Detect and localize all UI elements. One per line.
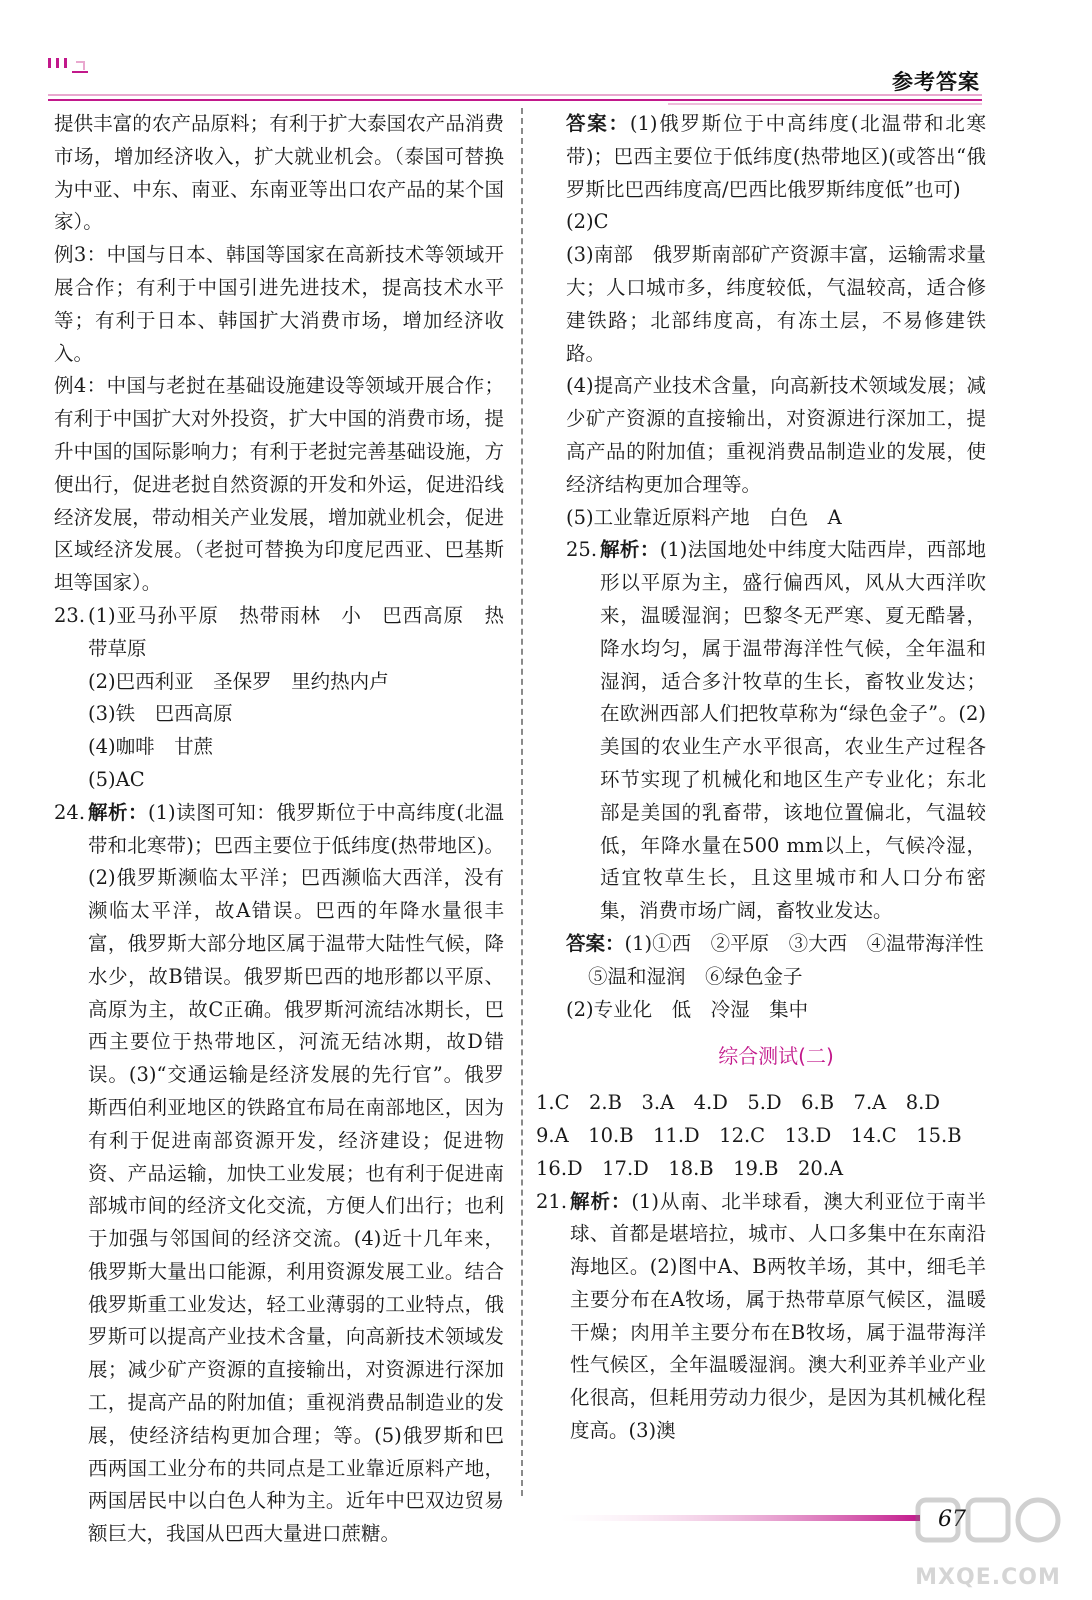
column-divider xyxy=(521,108,523,1496)
question-25-number: 25. xyxy=(566,538,598,562)
q24-analysis xyxy=(88,797,504,1551)
left-paragraph-1: 提供丰富的农产品原料；有利于扩大泰国农产品消费市场，增加经济收入，扩大就业机会。（泰国可替换为中亚、中东、南亚、东南亚等出口农产品的某个国家）。 xyxy=(54,112,504,234)
mc-answers-row-2: 9.A 10.B 11.D 12.C 13.D 14.C 15.B xyxy=(536,1123,962,1147)
question-25 xyxy=(566,534,986,928)
page-header-title: 参考答案 xyxy=(892,70,980,94)
question-21-number: 21. xyxy=(536,1189,568,1213)
left-column xyxy=(54,108,504,1551)
header-rule xyxy=(48,92,982,106)
question-23-number: 23. xyxy=(54,603,86,627)
q24-answer-2: (2)C xyxy=(566,210,609,234)
right-column-content xyxy=(536,108,986,1448)
question-24 xyxy=(54,797,504,1551)
q24-answer-3: (3)南部 俄罗斯南部矿产资源丰富，运输需求量大；人口城市多，纬度较低，气温较高，适合修建铁路；北部纬度高，有冻土层，不易修建铁路。 xyxy=(566,243,986,365)
q25-answer-line-3: (2)专业化 低 冷湿 集中 xyxy=(566,997,809,1021)
q21-analysis xyxy=(570,1186,986,1448)
mc-answers-row-3: 16.D 17.D 18.B 19.B 20.A xyxy=(536,1156,844,1180)
q21-analysis-label: 解析： xyxy=(570,1189,632,1213)
q25-analysis xyxy=(600,534,986,928)
watermark xyxy=(908,1490,1068,1594)
left-paragraph-3: 例4：中国与老挝在基础设施建设等领域开展合作；有利于中国扩大对外投资，扩大中国的消费市场，提升中国的国际影响力；有利于老挝完善基础设施，方便出行，促进老挝自然资源的开发和外运，促进沿线经济发展，带动相关产业发展，增加就业机会，促进区域经济发展。（老挝可替换为印度尼西亚、巴基斯坦等国家）。 xyxy=(54,374,504,595)
q25-analysis-label: 解析： xyxy=(600,538,660,562)
question-21 xyxy=(536,1186,986,1448)
q23-line-5: (5)AC xyxy=(88,767,145,791)
q23-line-2: (2)巴西利亚 圣保罗 里约热内卢 xyxy=(88,669,389,693)
publisher-logo-icon xyxy=(48,52,92,78)
q24-analysis-label: 解析： xyxy=(88,800,149,824)
watermark-logo-icon xyxy=(908,1490,1068,1560)
q25-answer-line-1: (1)①西 ②平原 ③大西 ④温带海洋性 xyxy=(624,931,984,955)
q25-answer-label: 答案： xyxy=(566,931,625,955)
section-title: 综合测试(二) xyxy=(718,1044,834,1069)
q24-answer-5: (5)工业靠近原料产地 白色 A xyxy=(566,505,842,529)
footer-rule xyxy=(560,1512,920,1524)
q24-analysis-text: (1)读图可知：俄罗斯位于中高纬度(北温带和北寒带)；巴西主要位于低纬度(热带地区)。(2)俄罗斯濒临太平洋；巴西濒临大西洋，没有濒临太平洋，故A错误。巴西的年降水量很丰富，俄罗斯大部分地区属于温带大陆性气候，降水少，故B错误。俄罗斯巴西的地形都以平原、高原为主，故C正确。俄罗斯河流结冰期长，巴西主要位于热带地区，河流无结冰期，故D错误。(3)“交通运输是经济发展的先行官”。俄罗斯西伯利亚地区的铁路宜布局在南部地区，因为有利于促进南部资源开发，经济建设；促进物资、产品运输，加快工业发展；也有利于促进南部城市间的经济文化交流，方便人们出行；也利于加强与邻国间的经济交流。(4)近十几年来，俄罗斯大量出口能源，利用资源发展工业。结合俄罗斯重工业发达，轻工业薄弱的工业特点，俄罗斯可以提高产业技术含量，向高新技术领域发展；减少矿产资源的直接输出，对资源进行深加工，提高产品的附加值；重视消费品制造业的发展，使经济结构更加合理；等。(5)俄罗斯和巴西两国工业分布的共同点是工业靠近原料产地，两国居民中以白色人种为主。近年中巴双边贸易额巨大，我国从巴西大量进口蔗糖。 xyxy=(88,800,504,1546)
q24-answer-1: (1)俄罗斯位于中高纬度(北温带和北寒带)；巴西主要位于低纬度(热带地区)(或答出“俄罗斯比巴西纬度高/巴西比俄罗斯纬度低”也可) xyxy=(566,112,986,201)
q25-answer xyxy=(566,928,986,961)
question-24-number: 24. xyxy=(54,800,86,824)
page-number: 67 xyxy=(938,1507,966,1532)
q24-answer xyxy=(566,108,986,206)
q24-answer-label: 答案： xyxy=(566,112,630,135)
q25-analysis-text: (1)法国地处中纬度大陆西岸，西部地形以平原为主，盛行偏西风，风从大西洋吹来，温暖湿润；巴黎冬无严寒、夏无酷暑，降水均匀，属于温带海洋性气候，全年温和湿润，适合多汁牧草的生长，畜牧业发达；在欧洲西部人们把牧草称为“绿色金子”。(2)美国的农业生产水平很高，农业生产过程各环节实现了机械化和地区生产专业化；东北部是美国的乳畜带，该地位置偏北，气温较低，年降水量在500 mm以上，气候冷湿，适宜牧草生长，且这里城市和人口分布密集，消费市场广阔，畜牧业发达。 xyxy=(600,538,986,923)
mc-answers-row-1: 1.C 2.B 3.A 4.D 5.D 6.B 7.A 8.D xyxy=(536,1091,940,1115)
q23-line-4: (4)咖啡 甘蔗 xyxy=(88,735,214,759)
q23-line-3: (3)铁 巴西高原 xyxy=(88,702,233,726)
q24-answer-4: (4)提高产业技术含量，向高新技术领域发展；减少矿产资源的直接输出，对资源进行深加工，提高产品的附加值；重视消费品制造业的发展，使经济结构更加合理等。 xyxy=(566,374,986,496)
q25-answer-line-2: ⑤温和湿润 ⑥绿色金子 xyxy=(588,964,803,988)
q23-line-1: (1)亚马孙平原 热带雨林 小 巴西高原 热带草原 xyxy=(88,603,504,660)
q21-analysis-text: (1)从南、北半球看，澳大利亚位于南半球、首都是堪培拉，城市、人口多集中在东南沿海地区。(2)图中A、B两牧羊场，其中，细毛羊主要分布在A牧场，属于热带草原气候区，温暖干燥；肉用羊主要分布在B牧场，属于温带海洋性气候区，全年温暖湿润。澳大利亚养羊业产业化很高，但耗用劳动力很少，是因为其机械化程度高。(3)澳 xyxy=(570,1189,986,1443)
watermark-text: MXQE.COM xyxy=(915,1565,1061,1590)
left-paragraph-2: 例3：中国与日本、韩国等国家在高新技术等领域开展合作；有利于中国引进先进技术，提高技术水平等；有利于日本、韩国扩大消费市场，增加经济收入。 xyxy=(54,243,504,365)
question-23 xyxy=(54,600,504,797)
